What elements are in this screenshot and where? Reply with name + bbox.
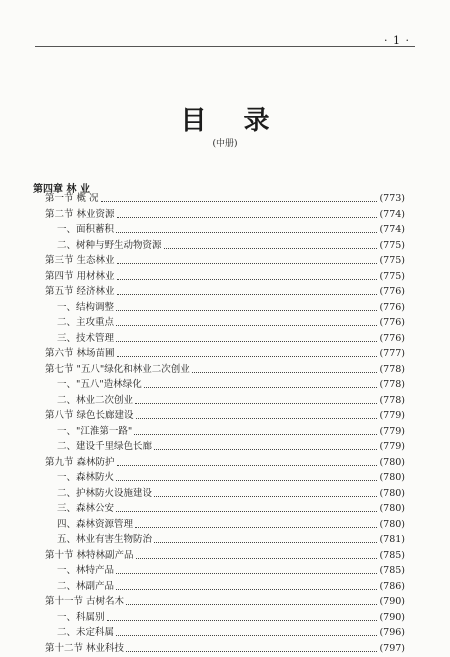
dot-leader: [117, 279, 378, 280]
toc-entry-page: (776): [379, 286, 405, 297]
toc-entry: [45, 346, 405, 360]
toc-entry: [45, 362, 405, 376]
toc-entry-title: 第九节 森林防护: [45, 456, 115, 468]
toc-entry-page: (775): [379, 270, 405, 282]
toc-entry-title: 第七节 "五八"绿化和林业二次创业: [45, 363, 190, 375]
dot-leader: [116, 325, 377, 326]
toc-entry-title: 第四节 用材林业: [45, 270, 115, 282]
toc-entry-page: (776): [379, 317, 405, 328]
dot-leader: [116, 341, 377, 342]
dot-leader: [116, 635, 377, 636]
toc-entry-page: (775): [379, 239, 405, 251]
toc-entry-page: (779): [379, 441, 405, 452]
dot-leader: [135, 527, 377, 528]
toc-entry-page: (776): [379, 332, 405, 344]
dot-leader: [144, 387, 378, 388]
dot-leader: [135, 403, 377, 404]
toc-entry-page: (796): [379, 627, 405, 638]
toc-entry-title: 一、结构调整: [57, 301, 115, 313]
toc-entry: [45, 284, 405, 298]
chapter-heading: 第四章 林 业: [33, 184, 90, 195]
toc-entry-page: (778): [379, 363, 405, 375]
toc-entry: [57, 517, 405, 531]
dot-leader: [164, 248, 378, 249]
toc-entry: [45, 594, 405, 608]
toc-entry: [57, 331, 405, 345]
toc-entry: [57, 610, 405, 624]
toc-entry-page: (781): [379, 534, 405, 545]
dot-leader: [116, 232, 377, 233]
toc-entry-title: 一、森林防火: [57, 472, 115, 483]
dot-leader: [117, 294, 378, 295]
toc-entry-page: (780): [379, 472, 405, 483]
toc-entry: [45, 253, 405, 267]
dot-leader: [192, 372, 378, 373]
toc-entry: [57, 315, 405, 329]
toc-entry-page: (785): [379, 565, 405, 576]
dot-leader: [154, 496, 377, 497]
toc-entry-title: 二、护林防火设施建设: [57, 487, 153, 499]
toc-entry-title: 五、林业有害生物防治: [57, 534, 153, 545]
toc-entry-page: (785): [379, 549, 405, 561]
toc-entry: [57, 486, 405, 500]
dot-leader: [126, 651, 377, 652]
toc-entry-title: 四、森林资源管理: [57, 518, 134, 530]
toc-entry-page: (779): [379, 425, 405, 437]
toc-entry: [57, 470, 405, 484]
page-title: 目 录: [180, 106, 284, 136]
toc-entry-title: 二、未定科属: [57, 627, 115, 638]
toc-entry: [57, 625, 405, 639]
toc-entry-title: 一、林特产品: [57, 565, 115, 576]
header-rule: [35, 46, 415, 47]
toc-entry: [57, 563, 405, 577]
dot-leader: [107, 620, 378, 621]
toc-entry-title: 二、林业二次创业: [57, 394, 134, 406]
toc-entry-title: 一、面积蓄积: [57, 224, 115, 235]
toc-entry-page: (780): [379, 487, 405, 499]
toc-entry-page: (780): [379, 503, 405, 514]
toc-entry-page: (786): [379, 580, 405, 592]
toc-entry: [57, 377, 405, 391]
toc-entry-page: (777): [379, 348, 405, 359]
toc-entry: [57, 579, 405, 593]
toc-entry-page: (780): [379, 456, 405, 468]
dot-leader: [116, 310, 377, 311]
toc-entry: [45, 207, 405, 221]
toc-entry: [45, 548, 405, 562]
toc-entry: [45, 455, 405, 469]
toc-entry-page: (773): [379, 193, 405, 204]
toc-entry: [57, 501, 405, 515]
toc-entry-title: 二、林副产品: [57, 580, 115, 592]
toc-entry-page: (776): [379, 301, 405, 313]
dot-leader: [117, 465, 378, 466]
toc-entry: [45, 408, 405, 422]
dot-leader: [117, 356, 378, 357]
toc-entry-title: 第五节 经济林业: [45, 286, 115, 297]
toc-entry-title: 第二节 林业资源: [45, 208, 115, 220]
dot-leader: [136, 418, 378, 419]
dot-leader: [117, 263, 378, 264]
toc-entry: [45, 641, 405, 655]
toc-entry-title: 一、"五八"造林绿化: [57, 379, 142, 390]
dot-leader: [136, 558, 378, 559]
dot-leader: [126, 604, 377, 605]
toc-entry-page: (778): [379, 394, 405, 406]
toc-entry-page: (779): [379, 410, 405, 421]
dot-leader: [116, 480, 377, 481]
toc-entry-page: (797): [379, 642, 405, 654]
toc-entry: [57, 222, 405, 236]
toc-entry: [57, 532, 405, 546]
toc-entry-title: 三、技术管理: [57, 332, 115, 344]
toc-entry: [57, 238, 405, 252]
toc-entry-title: 一、科属别: [57, 611, 105, 623]
page-number: · 1 ·: [384, 34, 410, 47]
toc-entry-page: (775): [379, 255, 405, 266]
dot-leader: [116, 573, 377, 574]
toc-entry-title: 二、主攻重点: [57, 317, 115, 328]
toc-entry-title: 三、森林公安: [57, 503, 115, 514]
volume-subtitle: (中册): [212, 139, 238, 149]
toc-entry-title: 二、树种与野生动物资源: [57, 239, 162, 251]
toc-entry-page: (774): [379, 208, 405, 220]
dot-leader: [116, 589, 377, 590]
toc-entry-page: (780): [379, 518, 405, 530]
toc-entry: [57, 300, 405, 314]
dot-leader: [101, 201, 378, 202]
toc-entry: [57, 439, 405, 453]
toc-entry-title: 第一节 概 况: [45, 193, 99, 204]
toc-entry: [45, 269, 405, 283]
toc-entry: [45, 191, 405, 205]
dot-leader: [117, 217, 378, 218]
toc-entry-page: (790): [379, 596, 405, 607]
toc-entry-title: 第八节 绿色长廊建设: [45, 410, 134, 421]
toc-entry-title: 第六节 林场苗圃: [45, 348, 115, 359]
dot-leader: [134, 434, 377, 435]
toc-entry-title: 一、"江淮第一路": [57, 425, 133, 437]
toc-entry: [57, 424, 405, 438]
toc-entry-title: 第十节 林特林副产品: [45, 549, 134, 561]
toc-entry-title: 第十一节 古树名木: [45, 596, 125, 607]
dot-leader: [116, 511, 377, 512]
dot-leader: [154, 449, 377, 450]
toc-entry-title: 二、建设千里绿色长廊: [57, 441, 153, 452]
toc-entry-page: (790): [379, 611, 405, 623]
toc-entry-page: (778): [379, 379, 405, 390]
toc-entry-title: 第十二节 林业科技: [45, 642, 125, 654]
dot-leader: [154, 542, 377, 543]
toc-entry: [57, 393, 405, 407]
toc-entry-title: 第三节 生态林业: [45, 255, 115, 266]
toc-entry-page: (774): [379, 224, 405, 235]
